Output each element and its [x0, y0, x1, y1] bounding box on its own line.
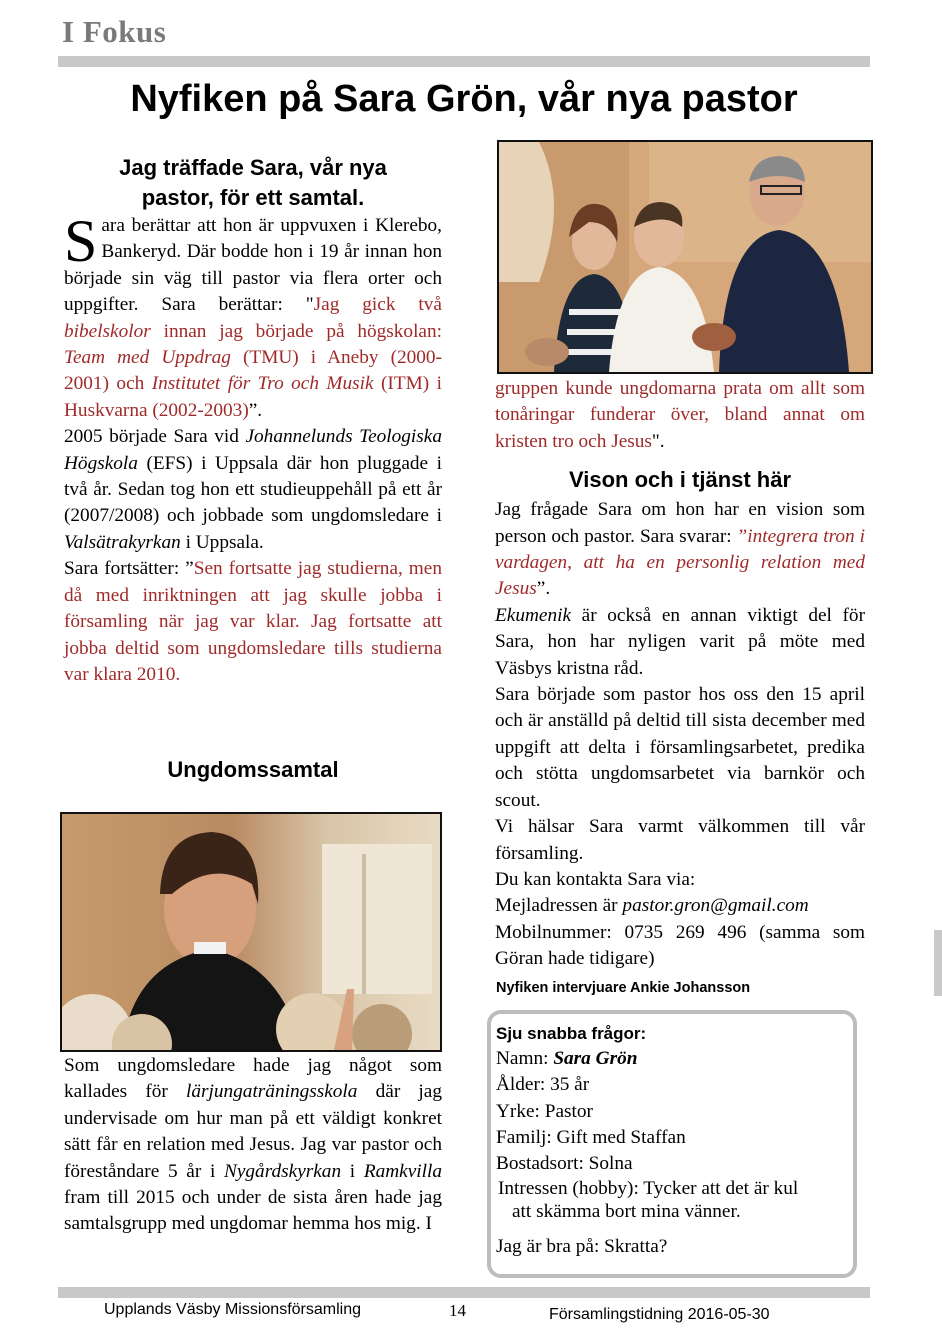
youth-text: Som ungdomsledare hade jag något som kallades för lärjungaträningsskola där jag undervisade om hur man på ett väldigt konkret sätt får en relation med Jesus. Jag var pastor och föreståndare 5 år i Nygårdskyrkan i Ramkvilla fram till 2015 och under de sista åren hade jag samtalsgrupp med ungdomar hemma hos mig. I: [64, 1055, 442, 1235]
education-paragraph: 2005 började Sara vid Johannelunds Teologiska Högskola (EFS) i Uppsala där hon pluggade i två år. Sedan tog hon ett studieuppehåll på ett år (2007/2008) och jobbade som ungdomsledare i Valsätrakyrkan i Uppsala.: [64, 426, 442, 553]
byline: Nyfiken intervjuare Ankie Johansson: [496, 980, 751, 996]
dropcap: S: [64, 208, 98, 274]
intro-heading-line1: Jag träffade Sara, vår nya: [119, 155, 387, 180]
contact-paragraph: Du kan kontakta Sara via:: [495, 868, 696, 890]
quick-interests-1: Intressen (hobby): Tycker att det är kul: [498, 1178, 799, 1199]
vision-heading: Vison och i tjänst här: [568, 467, 792, 493]
quick-interests-2: att skämma bort mina vänner.: [512, 1201, 741, 1222]
youth-heading: Ungdomssamtal: [167, 757, 339, 782]
quick-family: Familj: Gift med Staffan: [496, 1127, 686, 1148]
vision-paragraph: Jag frågade Sara om hon har en vision som person och pastor. Sara svarar: ”integrera tron i vardagen, att ha en personlig relation med Jesus”.: [495, 499, 865, 600]
quick-job: Yrke: Pastor: [496, 1101, 593, 1122]
welcome-paragraph: Vi hälsar Sara varmt välkommen till vår församling.: [495, 816, 865, 864]
quick-good-at: Jag är bra på: Skratta?: [496, 1236, 668, 1257]
quick-home: Bostadsort: Solna: [496, 1153, 633, 1174]
page-headline: Nyfiken på Sara Grön, vår nya pastor: [130, 78, 798, 120]
top-divider: [58, 56, 870, 67]
intro-paragraph: Sara berättar att hon är uppvuxen i Klerebo, Bankeryd. Där bodde hon i 19 år innan hon började sin väg till pastor via flera orter och uppgifter. Sara berättar: "Jag gick två bibelskolor innan jag började på högskolan: Team med Uppdrag (TMU) i Aneby (2000-2001) och Institutet för Tro och Musik (ITM) i Huskvarna (2002-2003)”.: [64, 208, 442, 421]
quick-name: Namn: Sara Grön: [496, 1048, 638, 1069]
start-paragraph: Sara började som pastor hos oss den 15 april och är anställd på deltid till sista december med uppgift att delta i församlingsarbetet, predika och stötta ungdomsarbetet via barnkör och scout.: [495, 684, 865, 811]
photo-sara-speaking: [60, 812, 442, 1052]
quick-age: Ålder: 35 år: [496, 1074, 590, 1095]
footer-org: Upplands Väsby Missionsförsamling: [104, 1301, 361, 1318]
footer-date: Församlingstidning 2016-05-30: [549, 1306, 770, 1323]
email-link[interactable]: pastor.gron@gmail.com: [622, 895, 809, 917]
phone-line: Mobilnummer: 0735 269 496 (samma som Göran hade tidigare): [495, 921, 865, 970]
quick-questions-title: Sju snabba frågor:: [496, 1024, 647, 1043]
email-line: Mejladressen är pastor.gron@gmail.com: [495, 895, 809, 917]
ekumenik-paragraph: Ekumenik är också en annan viktigt del för Sara, hon har nyligen varit på möte med Väsbys kristna råd.: [495, 604, 865, 679]
page-edge-tab: [934, 930, 942, 996]
intro-column: [64, 153, 442, 688]
intro-heading: [64, 153, 442, 213]
page-number: 14: [449, 1301, 466, 1320]
bottom-divider: [58, 1287, 870, 1298]
continue-paragraph: Sara fortsätter: ”Sen fortsatte jag studierna, men då med inriktningen att jag skulle jobba i församling när jag var klar. Jag fortsatte att jobba deltid som ungdomsledare tills studierna var klara 2010.: [64, 558, 442, 685]
intro-text: ara berättar att hon är uppvuxen i Klerebo, Bankeryd. Där bodde hon i 19 år innan hon började sin väg till pastor via flera orter och uppgifter. Sara berättar: ": [64, 215, 442, 316]
intro-heading-line2: pastor, för ett samtal.: [141, 185, 365, 210]
photo-three-people: [497, 140, 873, 374]
youth-continued: gruppen kunde ungdomarna prata om allt som tonåringar funderar över, bland annat om kristen tro och Jesus".: [495, 378, 865, 452]
right-column: [495, 376, 865, 973]
section-label: I Fokus: [62, 14, 167, 49]
quote-1: Jag gick två bibelskolor innan jag började på högskolan: Team med Uppdrag (TMU) i Aneby (2000-2001) och Institutet för Tro och Musik (ITM) i Huskvarna (2002-2003): [64, 294, 442, 421]
